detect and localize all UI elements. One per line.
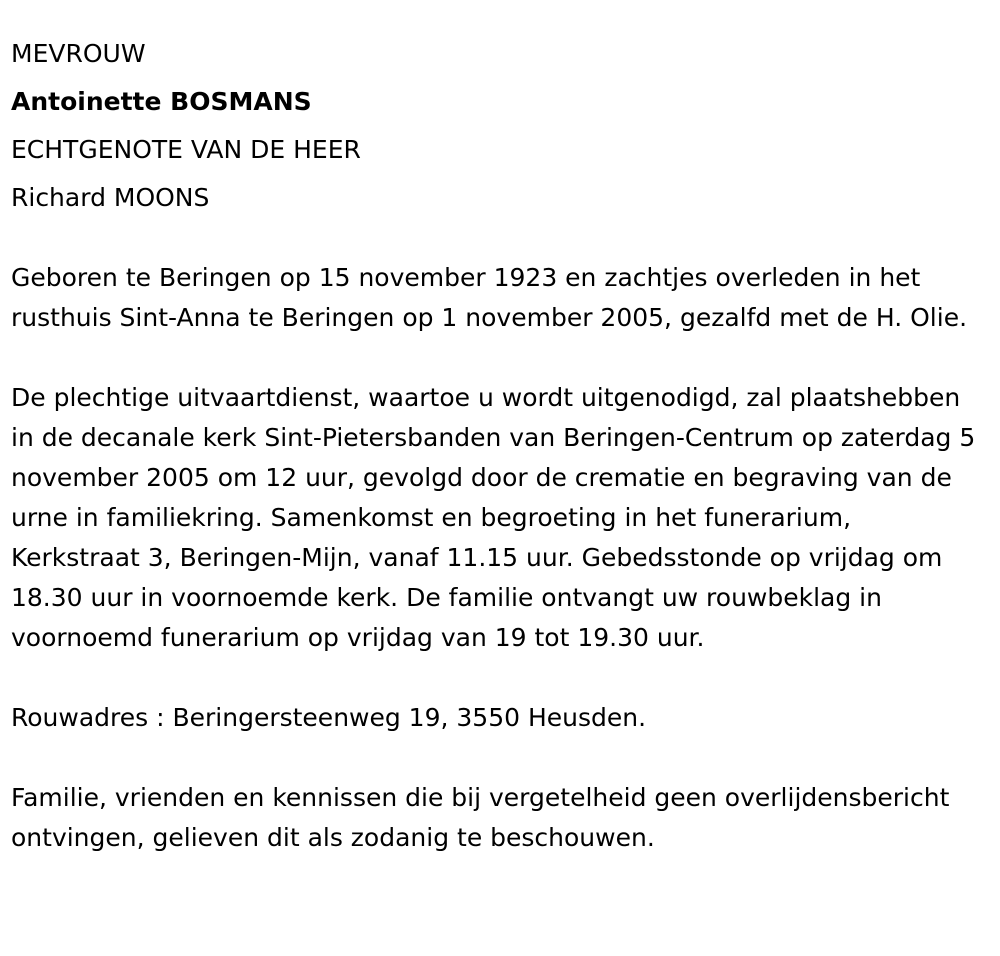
salutation: MEVROUW bbox=[11, 39, 146, 68]
address-paragraph: Rouwadres : Beringersteenweg 19, 3550 Heusden. bbox=[11, 703, 647, 732]
relation-line: ECHTGENOTE VAN DE HEER bbox=[11, 135, 361, 164]
spouse-name: Richard MOONS bbox=[11, 183, 210, 212]
notice-paragraph: Familie, vrienden en kennissen die bij vergetelheid geen overlijdensbericht ontvingen, gelieven dit als zodanig te beschouwen. bbox=[11, 783, 950, 852]
section-spacer bbox=[11, 338, 986, 378]
funeral-paragraph: De plechtige uitvaartdienst, waartoe u wordt uitgenodigd, zal plaatshebben in de decanale kerk Sint-Pietersbanden van Beringen-Centrum op zaterdag 5 november 2005 om 12 uur, gevolgd door de crematie en begraving van de urne in familiekring. Samenkomst en begroeting in het funerarium, Kerkstraat 3, Beringen-Mijn, vanaf 11.15 uur. Gebedsstonde op vrijdag om 18.30 uur in voornoemde kerk. De familie ontvangt uw rouwbeklag in voornoemd funerarium op vrijdag van 19 tot 19.30 uur. bbox=[11, 383, 976, 652]
deceased-name: Antoinette BOSMANS bbox=[11, 87, 312, 116]
section-spacer bbox=[11, 658, 986, 698]
obituary-document bbox=[11, 30, 986, 858]
section-spacer bbox=[11, 738, 986, 778]
section-spacer bbox=[11, 222, 986, 258]
birth-death-paragraph: Geboren te Beringen op 15 november 1923 en zachtjes overleden in het rusthuis Sint-Anna te Beringen op 1 november 2005, gezalfd met de H. Olie. bbox=[11, 263, 968, 332]
